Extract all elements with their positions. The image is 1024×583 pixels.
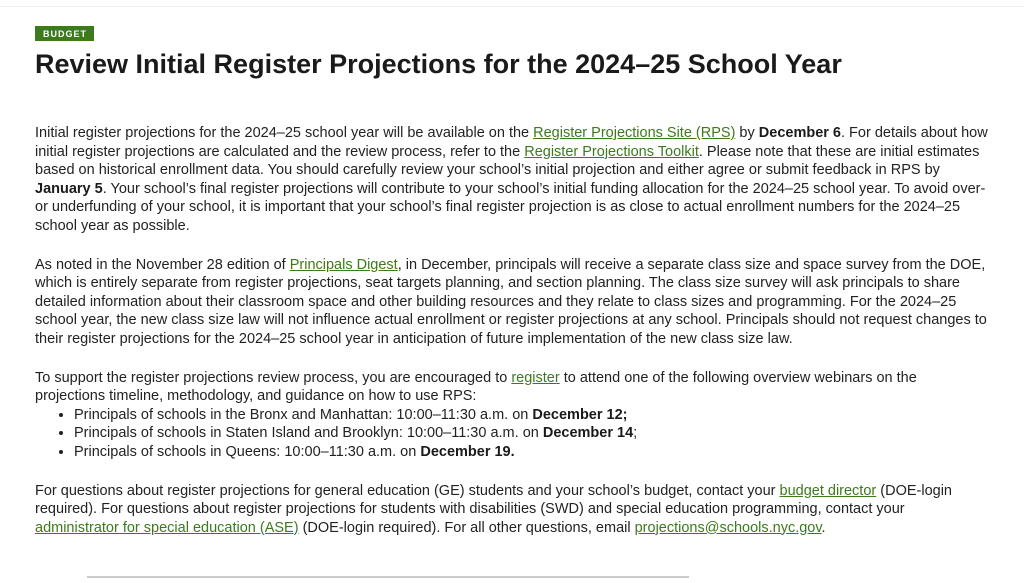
list-item: • Principals of schools in Staten Island and Brooklyn: 10:00–11:30 a.m. on December 14; bbox=[74, 424, 990, 443]
top-divider bbox=[0, 6, 1024, 7]
paragraph-contacts: For questions about register projections for general education (GE) students and your school’s budget, contact your budget director (DOE-login required). For questions about register projections for students with disabilities (SWD) and special education programming, contact your administrator for special education (ASE) (DOE-login required). For all other questions, email projections@schools.nyc.gov. bbox=[35, 482, 952, 536]
register-link[interactable]: register bbox=[511, 369, 560, 386]
list-item: • Principals of schools in Queens: 10:00–11:30 a.m. on December 19. bbox=[74, 443, 990, 462]
list-item: • Principals of schools in the Bronx and Manhattan: 10:00–11:30 a.m. on December 12; bbox=[74, 406, 990, 425]
category-badge: BUDGET bbox=[35, 26, 94, 41]
ase-link[interactable]: administrator for special education (ASE) bbox=[35, 519, 299, 536]
bottom-divider bbox=[87, 576, 689, 578]
page-title: Review Initial Register Projections for the 2024–25 School Year bbox=[35, 49, 842, 79]
deadline-december-6: December 6 bbox=[758, 125, 841, 141]
paragraph-overview: Initial register projections for the 2024–25 school year will be available on the Register Projections Site (RPS) by December 6. For details about how initial register projections are calculated and the review process, refer to the Register Projections Toolkit. Please note that these are initial estimates based on historical enrollment data. You should carefully review your school’s initial projection and either agree or submit feedback in RPS by January 5. Your school’s final register projections will contribute to your school’s initial funding allocation for the 2024–25 school year. To avoid over- or underfunding of your school, it is important that your school’s final register projection is as close to actual enrollment numbers for the 2024–25 school year as possible. bbox=[35, 125, 988, 234]
principals-digest-link[interactable]: Principals Digest bbox=[289, 256, 398, 273]
paragraph-webinars: To support the register projections review process, you are encouraged to register to attend one of the following overview webinars on the projections timeline, methodology, and guidance on how to use RPS: • Principals of schools in the Bronx and Manhattan: 10:00–11:30 a.m. on December 12; • Principals of schools in Staten Island and Brooklyn: 10:00–11:30 a.m. on December 14; • Principals of schools in Queens: 10:00–11:30 a.m. on December 19. bbox=[35, 369, 990, 462]
webinar-list bbox=[35, 406, 990, 462]
budget-director-link[interactable]: budget director bbox=[779, 482, 877, 499]
article-body bbox=[35, 124, 990, 557]
rps-link[interactable]: Register Projections Site (RPS) bbox=[533, 125, 736, 141]
paragraph-class-size: As noted in the November 28 edition of Principals Digest, in December, principals will receive a separate class size and space survey from the DOE, which is entirely separate from register projections, seat targets planning, and section planning. The class size survey will ask principals to share detailed information about their classroom space and other building resources and they relate to class sizes and programming. For the 2024–25 school year, the new class size law will not influence actual enrollment or register projections at any school. Principals should not request changes to their register projections for the 2024–25 school year in anticipation of future implementation of the new class size law. bbox=[35, 256, 987, 347]
deadline-january-5: January 5 bbox=[35, 180, 103, 197]
email-link[interactable]: projections@schools.nyc.gov bbox=[634, 519, 822, 536]
toolkit-link[interactable]: Register Projections Toolkit bbox=[524, 143, 699, 160]
